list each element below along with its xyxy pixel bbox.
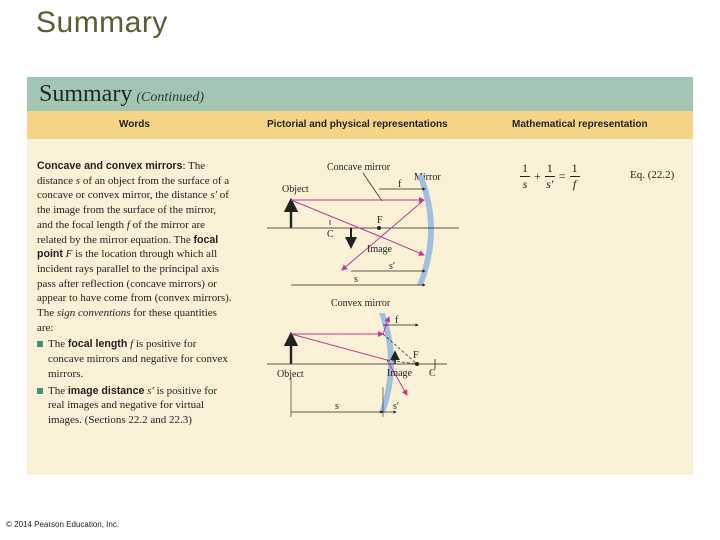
focal-point-label: F — [377, 215, 383, 226]
column-header-pictorial: Pictorial and physical representations — [267, 119, 448, 130]
focal-point-term: focal point — [37, 233, 219, 261]
s-label: s — [354, 274, 358, 285]
focal-point-dot — [377, 226, 381, 230]
focal-length-term: focal length — [67, 338, 128, 351]
ray-reflected — [342, 200, 424, 270]
mirror-label: Mirror — [414, 172, 441, 183]
symbol-f: f — [126, 218, 130, 231]
image-label: Image — [367, 244, 392, 255]
f-label: f — [398, 179, 402, 190]
symbol-s-prime: s′ — [147, 384, 154, 397]
denominator: s′ — [546, 177, 554, 191]
ray-toward-focus — [291, 334, 387, 360]
concave-mirror-diagram — [267, 162, 459, 285]
slide-title: Summary — [36, 6, 168, 39]
image-label: Image — [387, 368, 412, 379]
words-text: of the mirror are related by the mirror equation. The — [37, 218, 206, 246]
equals-sign: = — [558, 169, 566, 183]
leader-line — [363, 173, 382, 201]
words-text: for these quantities are: — [37, 307, 217, 334]
equation-label: Eq. (22.2) — [630, 169, 675, 181]
words-text: is the location through which all incident rays parallel to the principal axis pass after reflection (concave mirrors) or appear to have come from (convex mirrors). The — [37, 248, 232, 320]
numerator: 1 — [522, 161, 528, 175]
words-text: is positive for real images and negative for virtual images. (Sections 22.2 and 22.3) — [48, 384, 218, 426]
s-prime-label: s′ — [393, 401, 400, 412]
f-label: f — [395, 315, 399, 326]
denominator: s — [522, 177, 528, 191]
symbol-F: F — [65, 248, 73, 261]
words-text: : The distance — [37, 160, 206, 187]
numerator: 1 — [571, 161, 578, 175]
words-text: of an object from the surface of a concave or convex mirror, the distance — [37, 174, 230, 202]
object-label: Object — [282, 184, 309, 195]
plus-sign: + — [534, 169, 541, 183]
symbol-s-prime: s′ — [210, 189, 218, 202]
focal-point-label: F — [413, 350, 419, 361]
numerator: 1 — [546, 161, 553, 175]
words-text: of the image from the surface of the mirror, and the focal length — [37, 189, 229, 231]
panel-heading-text: Summary — [39, 81, 133, 107]
convex-mirror-title: Convex mirror — [331, 298, 391, 309]
concave-mirror-shape — [417, 175, 434, 285]
concave-mirror-title: Concave mirror — [327, 162, 391, 173]
s-prime-label: s′ — [389, 261, 396, 272]
panel-heading-continued: (Continued) — [136, 90, 204, 105]
image-distance-term: image distance — [67, 384, 145, 397]
column-header-mathematical: Mathematical representation — [512, 119, 648, 130]
denominator: f — [572, 177, 577, 191]
convex-mirror-shape — [379, 313, 394, 413]
center-label: C — [327, 229, 334, 240]
ray-through-focus — [291, 200, 379, 236]
focal-point-dot — [415, 362, 419, 366]
copyright-notice: © 2014 Pearson Education, Inc. — [6, 520, 120, 529]
words-text: The — [48, 338, 68, 351]
center-label: C — [429, 368, 436, 379]
words-text: is positive for concave mirrors and negative for convex mirrors. — [48, 338, 228, 380]
column-header-words: Words — [119, 119, 150, 130]
concave-convex-heading: Concave and convex mirrors — [37, 160, 183, 172]
summary-panel — [27, 77, 693, 475]
symbol-f: f — [130, 338, 134, 351]
mirror-diagrams — [27, 77, 693, 475]
s-label: s — [335, 401, 339, 412]
sign-conventions-term: sign conventions — [56, 307, 131, 320]
convex-mirror-diagram — [267, 298, 447, 417]
object-label: Object — [277, 369, 304, 380]
words-text: The — [48, 384, 68, 397]
symbol-s: s — [75, 174, 81, 187]
